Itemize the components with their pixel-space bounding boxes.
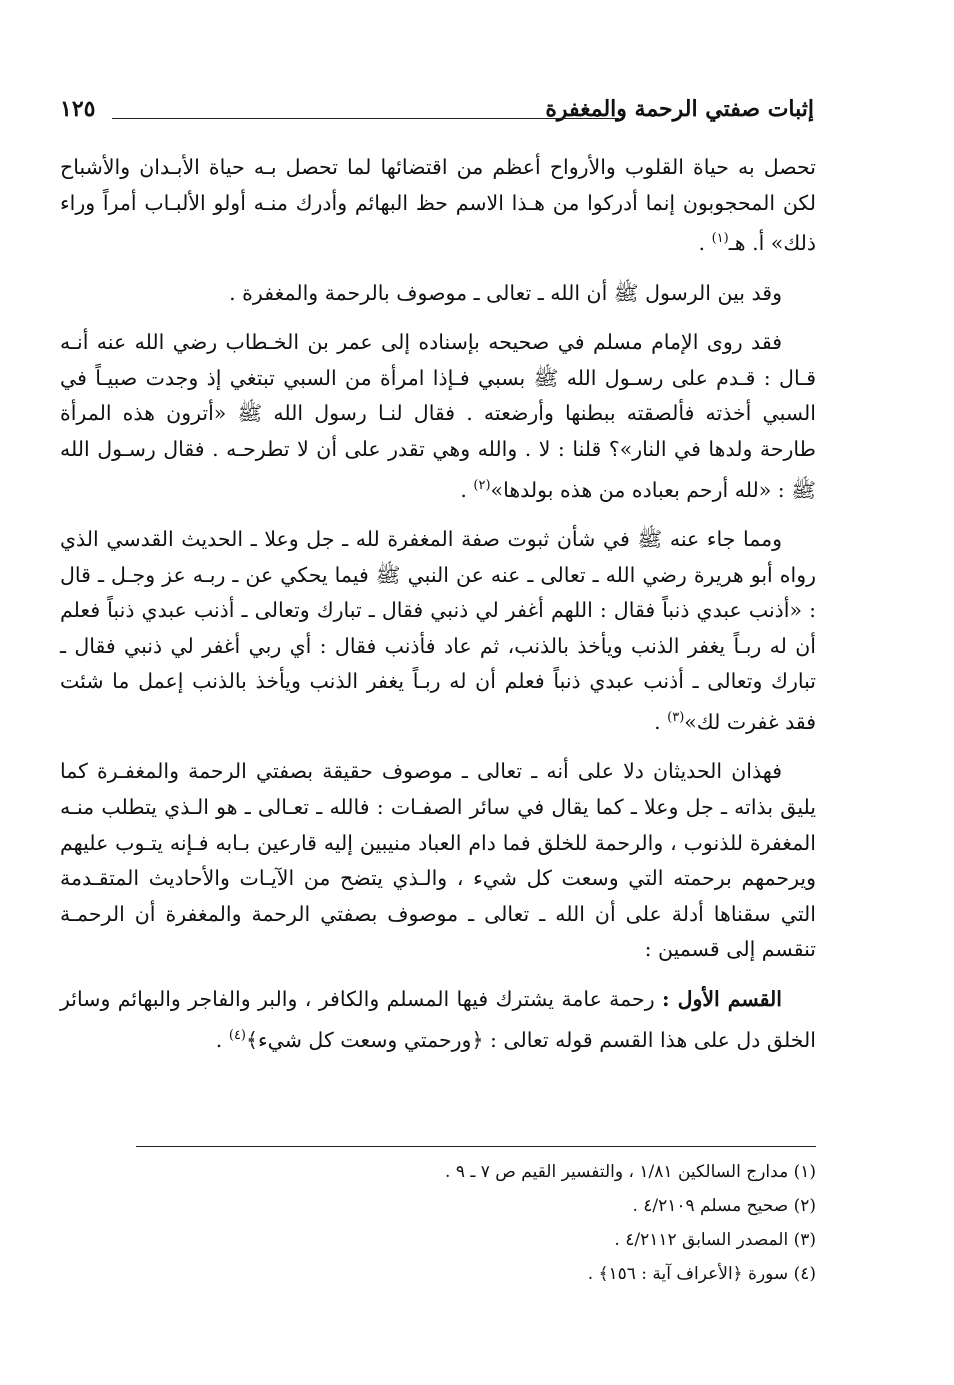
- paragraph-text: وقد بين الرسول ﷺ أن الله ـ تعالى ـ موصوف بالرحمة والمغفرة .: [229, 280, 782, 305]
- footnote-3: (٣) المصدر السابق ٤/٢١١٢ .: [614, 1230, 816, 1250]
- paragraph-text: فهذان الحديثان دلا على أنه ـ تعالى ـ موصوف حقيقة بصفتي الرحمة والمغفـرة كما يليق بذاته ـ جل وعلا ـ كما يقال في سائر الصفـات : فالله ـ تعـالى ـ هو الـذي يتطلب منـه المغفرة للذنوب ، والرحمة للخلق فما دام العباد منيبين إليه قارعين بـابه فـإنه يتـوب عليهم ويرحمهم برحمته التي وسعت كل شيء ، والـذي يتضح من الآيـات والأحاديث المتقـدمة التي سقناها أدلة على أن الله ـ تعالى ـ موصوف بصفتي الرحمة والمغفرة أن الرحمـة تنقسم إلى قسمين :: [60, 759, 816, 962]
- section-paragraph: [60, 982, 816, 1058]
- page-number: ١٢٥: [60, 96, 96, 122]
- paragraph-tail: .: [460, 477, 467, 502]
- footnote-ref: (٣): [667, 709, 685, 725]
- running-title: إثبات صفتي الرحمة والمغفرة: [545, 96, 814, 122]
- paragraph-tail: .: [654, 709, 661, 734]
- main-text: [60, 150, 816, 1072]
- section-label: القسم الأول :: [662, 986, 782, 1011]
- paragraph-tail: .: [698, 231, 706, 256]
- footnote-2: (٢) صحيح مسلم ٤/٢١٠٩ .: [632, 1196, 816, 1216]
- paragraph-2: [60, 276, 816, 312]
- paragraph-4: [60, 522, 816, 740]
- section-text: رحمة عامة يشترك فيها المسلم والكافر ، والبر والفاجر والبهائم وسائر الخلق دل على هذا القسم قوله تعالى : ﴿ورحمتي وسعت كل شيء﴾: [60, 986, 816, 1052]
- footnote-ref: (١): [711, 231, 729, 247]
- paragraph-1: [60, 150, 816, 262]
- header-rule: [112, 118, 619, 119]
- footnote-rule: [136, 1146, 816, 1147]
- running-header: [60, 96, 814, 136]
- footnote-4: (٤) سورة ﴿الأعراف آية : ١٥٦﴾ .: [587, 1264, 816, 1284]
- paragraph-text: تحصل به حياة القلوب والأرواح أعظم من اقتضائها لما تحصل بـه حياة الأبـدان والأشباح لكن المحجوبون إنما أدركوا من هـذا الاسم حظ البهائم وأدرك منـه أولو الألبـاب أمراً وراء ذلك» أ. هـ: [60, 155, 816, 256]
- footnote-1: (١) مدارج السالكين ١/٨١ ، والتفسير القيم ص ٧ ـ ٩ .: [445, 1162, 816, 1182]
- section-tail: .: [215, 1027, 223, 1052]
- paragraph-5: [60, 754, 816, 968]
- footnote-ref: (٤): [228, 1027, 246, 1043]
- paragraph-3: [60, 325, 816, 508]
- paragraph-text: ومما جاء عنه ﷺ في شأن ثبوت صفة المغفرة لله ـ جل وعلا ـ الحديث القدسي الذي رواه أبو هريرة رضي الله ـ تعالى ـ عنه عن النبي ﷺ فيما يحكي عن ـ ربـه عز وجـل ـ قال : «أذنب عبدي ذنباً فقال : اللهم أغفر لي ذنبي فقال ـ تبارك وتعالى ـ أذنب عبدي ذنباً فعلم أن له ربـاً يغفر الذنب ويأخذ بالذنب، ثم عاد فأذنب فقال : أي ربي أغفر لي ذنبي فقال ـ تبارك وتعالى ـ أذنب عبدي ذنباً فعلم أن له ربـاً يغفر الذنب ويأخذ بالذنب إعمل ما شئت فقد غفرت لك»: [60, 527, 816, 734]
- footnotes: [60, 1155, 816, 1291]
- footnote-ref: (٢): [473, 477, 491, 493]
- paragraph-text: فقد روى الإمام مسلم في صحيحه بإسناده إلى عمر بن الخـطاب رضي الله عنه أنـه قـال : قـدم على رسـول الله ﷺ بسبي فـإذا امرأة من السبي تبتغي إذ وجدت صبيـاً في السبي أخذته فألصقته ببطنها وأرضعته . فقال لنـا رسول الله ﷺ «أترون هذه المرأة طارحة ولدها في النار»؟ قلنا : لا . والله وهي تقدر على أن لا تطرحـه . فقال رسـول الله ﷺ : «لله أرحم بعباده من هذه بولدها»: [60, 330, 816, 502]
